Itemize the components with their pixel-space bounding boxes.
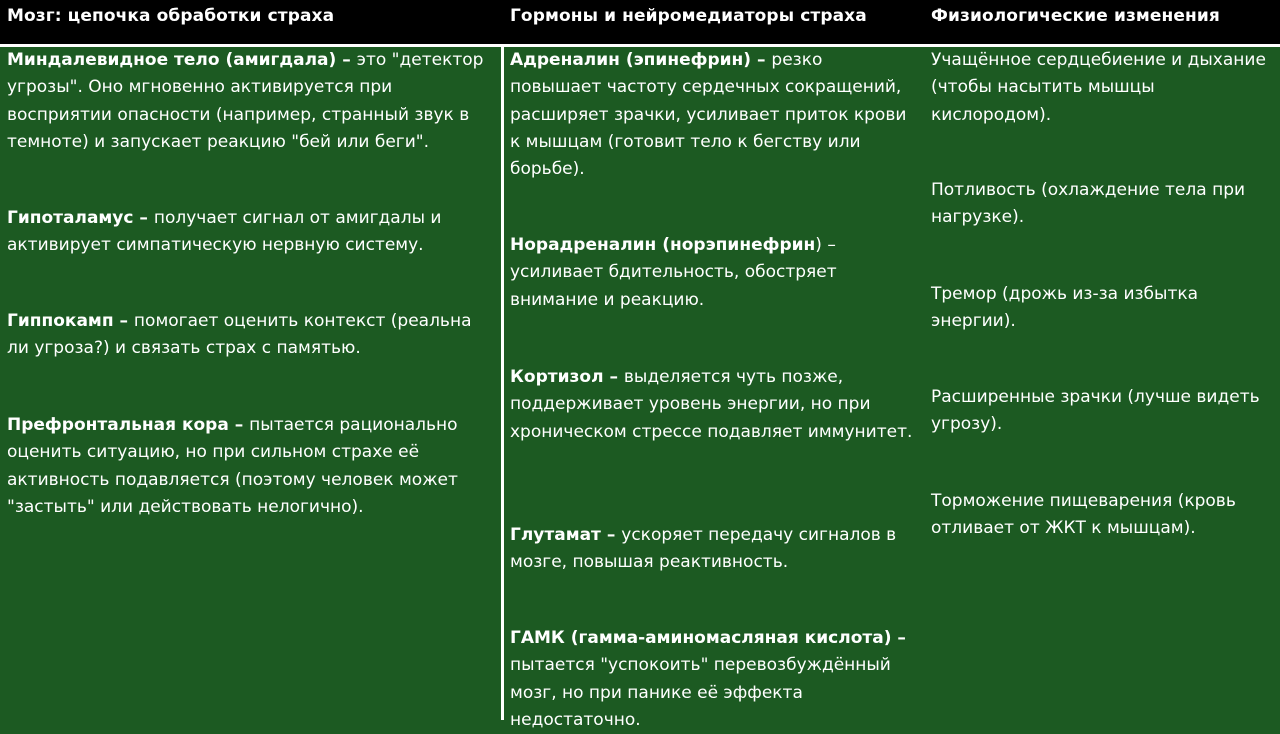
term-separator: – <box>751 50 772 70</box>
term: Адреналин (эпинефрин) <box>510 50 752 70</box>
description: ускоряет передачу сигналов в мозге, повышая реактивность. <box>510 525 897 573</box>
table-header <box>0 0 1280 44</box>
description: пытается "успокоить" перевозбуждённый мозг, но при панике её эффекта недостаточно. <box>510 655 891 730</box>
column-divider <box>501 44 504 720</box>
hormone-noradrenaline <box>510 232 918 314</box>
term-separator: – <box>113 311 134 331</box>
term: Миндалевидное тело (амигдала) <box>7 50 337 70</box>
term-separator: – <box>600 525 622 545</box>
term-separator: – <box>228 415 250 435</box>
description: получает сигнал от амигдалы и активирует симпатическую нервную систему. <box>7 208 442 256</box>
header-hormones: Гормоны и нейромедиаторы страха <box>510 6 867 26</box>
change-tremor: Тремор (дрожь из-за избытка энергии). <box>931 284 1199 332</box>
change-digestion: Торможение пищеварения (кровь отливает от ЖКТ к мышцам). <box>931 491 1236 539</box>
hormone-glutamate <box>510 522 918 577</box>
description: пытается рационально оценить ситуацию, но при сильном страхе её активность подавляется (поэтому человек может "застыть" или действовать нелогично). <box>7 415 458 517</box>
change-pupils: Расширенные зрачки (лучше видеть угрозу). <box>931 387 1260 435</box>
brain-hippocampus <box>7 308 493 363</box>
term: Норадреналин (норэпинефрин <box>510 235 816 255</box>
description: усиливает бдительность, обостряет внимание и реакцию. <box>510 262 837 310</box>
hormone-cortisol <box>510 364 918 446</box>
change-sweating: Потливость (охлаждение тела при нагрузке). <box>931 180 1246 228</box>
term: Префронтальная кора <box>7 415 229 435</box>
header-changes: Физиологические изменения <box>931 6 1220 26</box>
brain-prefrontal-cortex <box>7 412 493 521</box>
description: это "детектор угрозы". Оно мгновенно активируется при восприятии опасности (например, странный звук в темноте) и запускает реакцию "бей или беги". <box>7 50 484 152</box>
change-heartbeat: Учащённое сердцебиение и дыхание (чтобы насытить мышцы кислородом). <box>931 50 1266 125</box>
term-separator: ) – <box>815 235 836 255</box>
description: помогает оценить контекст (реальна ли угроза?) и связать страх с памятью. <box>7 311 472 359</box>
term-separator: – <box>603 367 624 387</box>
term: Кортизол <box>510 367 604 387</box>
header-brain: Мозг: цепочка обработки страха <box>7 6 335 26</box>
description: резко повышает частоту сердечных сокращений, расширяет зрачки, усиливает приток крови к мышцам (готовит тело к бегству или борьбе). <box>510 50 907 180</box>
term: Гиппокамп <box>7 311 114 331</box>
hormone-gaba <box>510 625 918 734</box>
term-separator: – <box>336 50 357 70</box>
term-separator: – <box>133 208 154 228</box>
term: Гипоталамус <box>7 208 134 228</box>
term-separator: – <box>891 628 906 648</box>
term: ГАМК (гамма-аминомасляная кислота) <box>510 628 892 648</box>
term: Глутамат <box>510 525 601 545</box>
brain-amygdala <box>7 47 493 156</box>
brain-hypothalamus <box>7 205 493 260</box>
description: выделяется чуть позже, поддерживает уровень энергии, но при хроническом стрессе подавляет иммунитет. <box>510 367 913 442</box>
hormone-adrenaline <box>510 47 918 183</box>
